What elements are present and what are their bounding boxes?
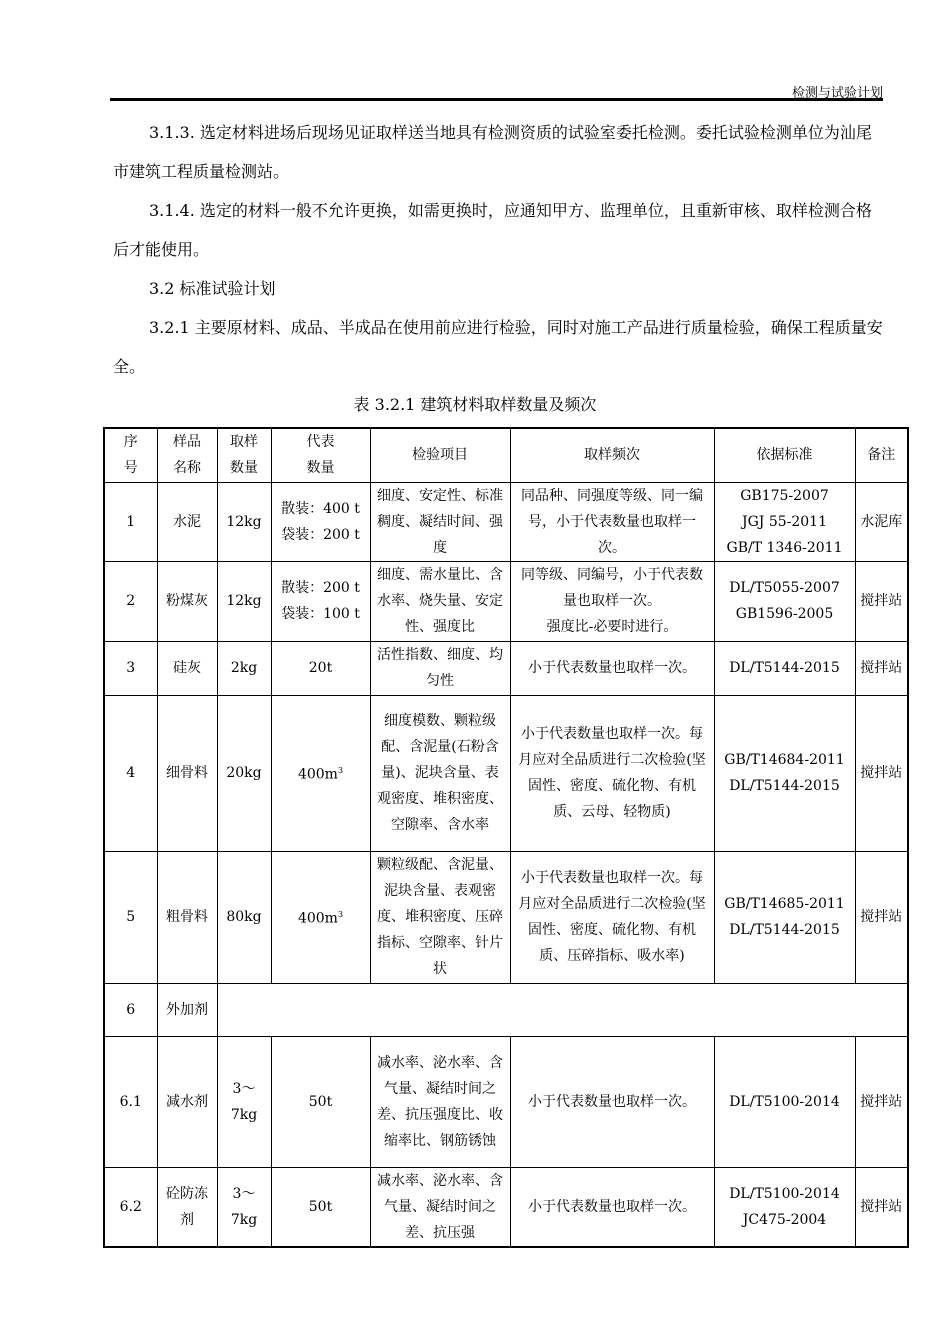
table-row	[104, 1167, 908, 1247]
rep-unit-superscript: 3	[337, 766, 344, 776]
paragraph-3-1-4: 3.1.4. 选定的材料一般不允许更换，如需更换时，应通知甲方、监理单位，且重新审核、取样检测合格后才能使用。	[113, 201, 872, 259]
cell-items: 活性指数、细度、均匀性	[370, 641, 510, 695]
cell-items: 减水率、泌水率、含气量、凝结时间之差、抗压强	[370, 1167, 510, 1247]
cell-freq: 小于代表数量也取样一次。	[510, 641, 714, 695]
paragraph-3-2-1: 3.2.1 主要原材料、成品、半成品在使用前应进行检验，同时对施工产品进行质量检验，确保工程质量安全。	[113, 318, 883, 376]
cell-note: 搅拌站	[855, 695, 908, 851]
cell-items: 细度、安定性、标准稠度、凝结时间、强度	[370, 482, 510, 561]
cell-freq: 小于代表数量也取样一次。每月应对全品质进行二次检验(坚固性、密度、硫化物、有机质、压碎指标、吸水率)	[510, 851, 714, 983]
cell-items: 颗粒级配、含泥量、泥块含量、表观密度、堆积密度、压碎指标、空隙率、针片状	[370, 851, 510, 983]
cell-name: 粗骨料	[157, 851, 217, 983]
table-row	[104, 482, 908, 561]
cell-qty: 20kg	[217, 695, 271, 851]
col-header-freq: 取样频次	[510, 428, 714, 482]
cell-empty-merged	[217, 983, 908, 1036]
cell-name: 外加剂	[157, 983, 217, 1036]
cell-items: 细度、需水量比、含水率、烧失量、安定性、强度比	[370, 561, 510, 641]
cell-qty: 80kg	[217, 851, 271, 983]
col-header-rep: 代表 数量	[271, 428, 370, 482]
cell-qty: 12kg	[217, 561, 271, 641]
table-header-row	[104, 428, 908, 482]
cell-freq: 小于代表数量也取样一次。每月应对全品质进行二次检验(坚固性、密度、硫化物、有机质、云母、轻物质)	[510, 695, 714, 851]
cell-std: DL/T5100-2014	[714, 1036, 855, 1167]
cell-no: 6	[104, 983, 157, 1036]
cell-note: 搅拌站	[855, 1036, 908, 1167]
cell-freq: 同等级、同编号，小于代表数量也取样一次。 强度比-必要时进行。	[510, 561, 714, 641]
table-row	[104, 641, 908, 695]
cell-rep	[271, 851, 370, 983]
cell-rep	[271, 695, 370, 851]
section-heading-3-2: 3.2 标准试验计划	[149, 279, 276, 298]
cell-no: 4	[104, 695, 157, 851]
cell-qty: 2kg	[217, 641, 271, 695]
table-row	[104, 983, 908, 1036]
table-caption: 表 3.2.1 建筑材料取样数量及频次	[353, 395, 597, 414]
col-header-no: 序 号	[104, 428, 157, 482]
material-sampling-table	[103, 427, 909, 1248]
col-header-qty: 取样 数量	[217, 428, 271, 482]
paragraph-3-1-3: 3.1.3. 选定材料进场后现场见证取样送当地具有检测资质的试验室委托检测。委托试验检测单位为汕尾市建筑工程质量检测站。	[113, 123, 872, 181]
cell-freq: 同品种、同强度等级、同一编号，小于代表数量也取样一次。	[510, 482, 714, 561]
cell-note: 搅拌站	[855, 1167, 908, 1247]
table-row	[104, 561, 908, 641]
cell-name: 水泥	[157, 482, 217, 561]
cell-rep: 散装：200 t 袋装：100 t	[271, 561, 370, 641]
cell-no: 3	[104, 641, 157, 695]
cell-std: DL/T5100-2014 JC475-2004	[714, 1167, 855, 1247]
cell-rep: 50t	[271, 1167, 370, 1247]
cell-name: 粉煤灰	[157, 561, 217, 641]
cell-freq: 小于代表数量也取样一次。	[510, 1036, 714, 1167]
cell-items: 减水率、泌水率、含气量、凝结时间之差、抗压强度比、收缩率比、钢筋锈蚀	[370, 1036, 510, 1167]
cell-no: 1	[104, 482, 157, 561]
cell-qty: 12kg	[217, 482, 271, 561]
cell-rep: 50t	[271, 1036, 370, 1167]
table-row	[104, 695, 908, 851]
cell-note: 搅拌站	[855, 851, 908, 983]
cell-no: 2	[104, 561, 157, 641]
cell-items: 细度模数、颗粒级配、含泥量(石粉含量)、泥块含量、表观密度、堆积密度、空隙率、含水率	[370, 695, 510, 851]
table-row	[104, 1036, 908, 1167]
cell-std: GB/T14685-2011 DL/T5144-2015	[714, 851, 855, 983]
table-row	[104, 851, 908, 983]
cell-std: DL/T5055-2007 GB1596-2005	[714, 561, 855, 641]
cell-std: GB/T14684-2011 DL/T5144-2015	[714, 695, 855, 851]
cell-no: 6.1	[104, 1036, 157, 1167]
col-header-std: 依据标准	[714, 428, 855, 482]
col-header-name: 样品 名称	[157, 428, 217, 482]
page-header	[110, 80, 883, 100]
cell-rep: 散装：400 t 袋装：200 t	[271, 482, 370, 561]
cell-note: 搅拌站	[855, 641, 908, 695]
header-rule	[110, 98, 883, 101]
cell-name: 细骨料	[157, 695, 217, 851]
cell-no: 5	[104, 851, 157, 983]
rep-unit-superscript: 3	[337, 910, 344, 920]
cell-note: 搅拌站	[855, 561, 908, 641]
header-title: 检测与试验计划	[791, 86, 883, 101]
cell-no: 6.2	[104, 1167, 157, 1247]
cell-name: 硅灰	[157, 641, 217, 695]
col-header-items: 检验项目	[370, 428, 510, 482]
cell-rep: 20t	[271, 641, 370, 695]
rep-value: 400m	[297, 910, 338, 927]
cell-std: DL/T5144-2015	[714, 641, 855, 695]
cell-qty: 3～7kg	[217, 1036, 271, 1167]
cell-freq: 小于代表数量也取样一次。	[510, 1167, 714, 1247]
cell-name: 减水剂	[157, 1036, 217, 1167]
cell-std: GB175-2007 JGJ 55-2011 GB/T 1346-2011	[714, 482, 855, 561]
cell-note: 水泥库	[855, 482, 908, 561]
rep-value: 400m	[297, 766, 338, 783]
col-header-note: 备注	[855, 428, 908, 482]
cell-qty: 3～7kg	[217, 1167, 271, 1247]
cell-name: 砼防冻剂	[157, 1167, 217, 1247]
